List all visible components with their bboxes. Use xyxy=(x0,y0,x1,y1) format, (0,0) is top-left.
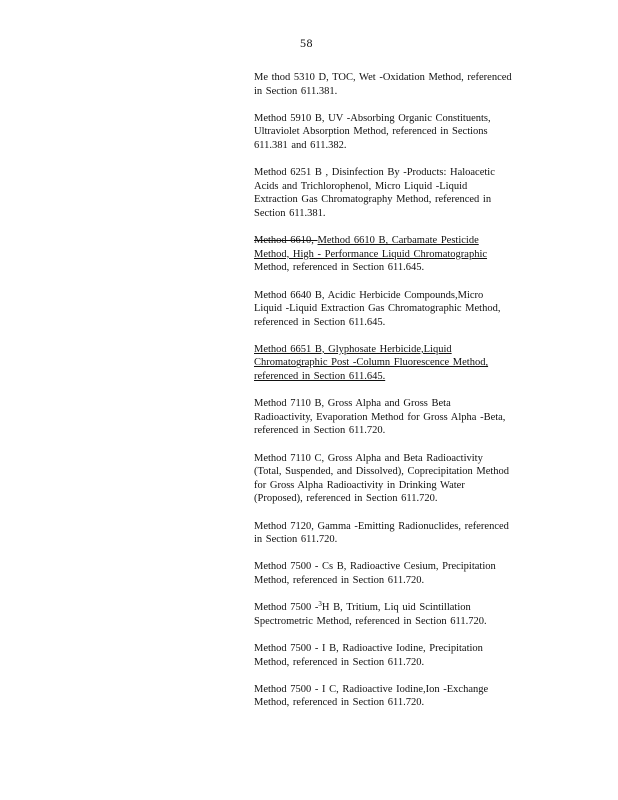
text-line: in Section 611.720. xyxy=(254,534,338,546)
inserted-text: Method 6610 B, Carbamate Pesticide xyxy=(317,235,479,247)
paragraph-method-6610 xyxy=(254,234,540,275)
text-line: Me thod 5310 D, TOC, Wet -Oxidation Method, referenced xyxy=(254,72,512,83)
paragraph-method-7500-ic xyxy=(254,683,540,710)
text-line xyxy=(254,234,540,248)
text-line: Ultraviolet Absorption Method, referenced in Sections xyxy=(254,126,488,138)
struck-text: Method 6610, xyxy=(254,235,318,247)
text-line: Spectrometric Method, referenced in Section 611.720. xyxy=(254,615,487,627)
text-line: referenced in Section 611.720. xyxy=(254,425,386,437)
text-line: Method, referenced in Section 611.720. xyxy=(254,656,425,668)
text-segment: H B, Tritium, Liq uid Scintillation xyxy=(321,602,471,614)
text-line: Method 6640 B, Acidic Herbicide Compounds,Micro xyxy=(254,289,484,301)
text-line xyxy=(254,601,540,615)
text-line: Extraction Gas Chromatography Method, referenced in xyxy=(254,194,492,206)
paragraph-method-5310 xyxy=(254,71,540,98)
paragraph-method-7500-ib xyxy=(254,642,540,669)
paragraph-method-7110c xyxy=(254,452,540,506)
text-line: Acids and Trichlorophenol, Micro Liquid -Liquid xyxy=(254,180,468,192)
text-line: referenced in Section 611.645. xyxy=(254,316,386,328)
text-line: for Gross Alpha Radioactivity in Drinking Water xyxy=(254,479,465,491)
text-line: Method, referenced in Section 611.645. xyxy=(254,262,425,274)
text-line: Method 7110 B, Gross Alpha and Gross Beta xyxy=(254,398,451,410)
text-line: (Proposed), referenced in Section 611.720. xyxy=(254,493,438,505)
text-line: Section 611.381. xyxy=(254,207,326,219)
text-line: Method 6251 B , Disinfection By -Products: Haloacetic xyxy=(254,167,495,179)
paragraph-method-6251 xyxy=(254,166,540,220)
text-segment: Method 7500 - xyxy=(254,602,319,614)
text-line: Method 7110 C, Gross Alpha and Beta Radioactivity xyxy=(254,452,483,464)
paragraph-method-6640 xyxy=(254,289,540,330)
text-line: in Section 611.381. xyxy=(254,85,338,97)
text-line: Method 7500 - I C, Radioactive Iodine,Ion -Exchange xyxy=(254,683,489,695)
text-line: Method, referenced in Section 611.720. xyxy=(254,574,425,586)
paragraph-method-7500-3h xyxy=(254,601,540,628)
text-line: referenced in Section 611.645. xyxy=(254,371,386,383)
page-number: 58 xyxy=(300,36,313,50)
superscript: 3 xyxy=(318,600,322,609)
text-line: (Total, Suspended, and Dissolved), Coprecipitation Method xyxy=(254,466,510,478)
text-line: Method 7120, Gamma -Emitting Radionuclides, referenced xyxy=(254,520,509,532)
text-line: Radioactivity, Evaporation Method for Gross Alpha -Beta, xyxy=(254,411,506,423)
text-line: Method 7500 - I B, Radioactive Iodine, Precipitation xyxy=(254,642,483,654)
paragraph-method-5910 xyxy=(254,112,540,153)
paragraph-method-7110b xyxy=(254,397,540,438)
text-line: 611.381 and 611.382. xyxy=(254,139,347,151)
paragraph-method-6651 xyxy=(254,343,540,384)
text-line: Method 7500 - Cs B, Radioactive Cesium, Precipitation xyxy=(254,561,496,573)
paragraph-method-7500-cs xyxy=(254,560,540,587)
text-line: Method 6651 B, Glyphosate Herbicide,Liquid xyxy=(254,343,452,355)
text-line: Method, referenced in Section 611.720. xyxy=(254,697,425,709)
paragraph-method-7120 xyxy=(254,520,540,547)
text-line: Method 5910 B, UV -Absorbing Organic Constituents, xyxy=(254,112,491,124)
document-body xyxy=(254,71,540,724)
text-line: Chromatographic Post -Column Fluorescence Method, xyxy=(254,357,489,369)
text-line: Method, High - Performance Liquid Chromatographic xyxy=(254,248,488,260)
text-line: Liquid -Liquid Extraction Gas Chromatographic Method, xyxy=(254,303,501,315)
